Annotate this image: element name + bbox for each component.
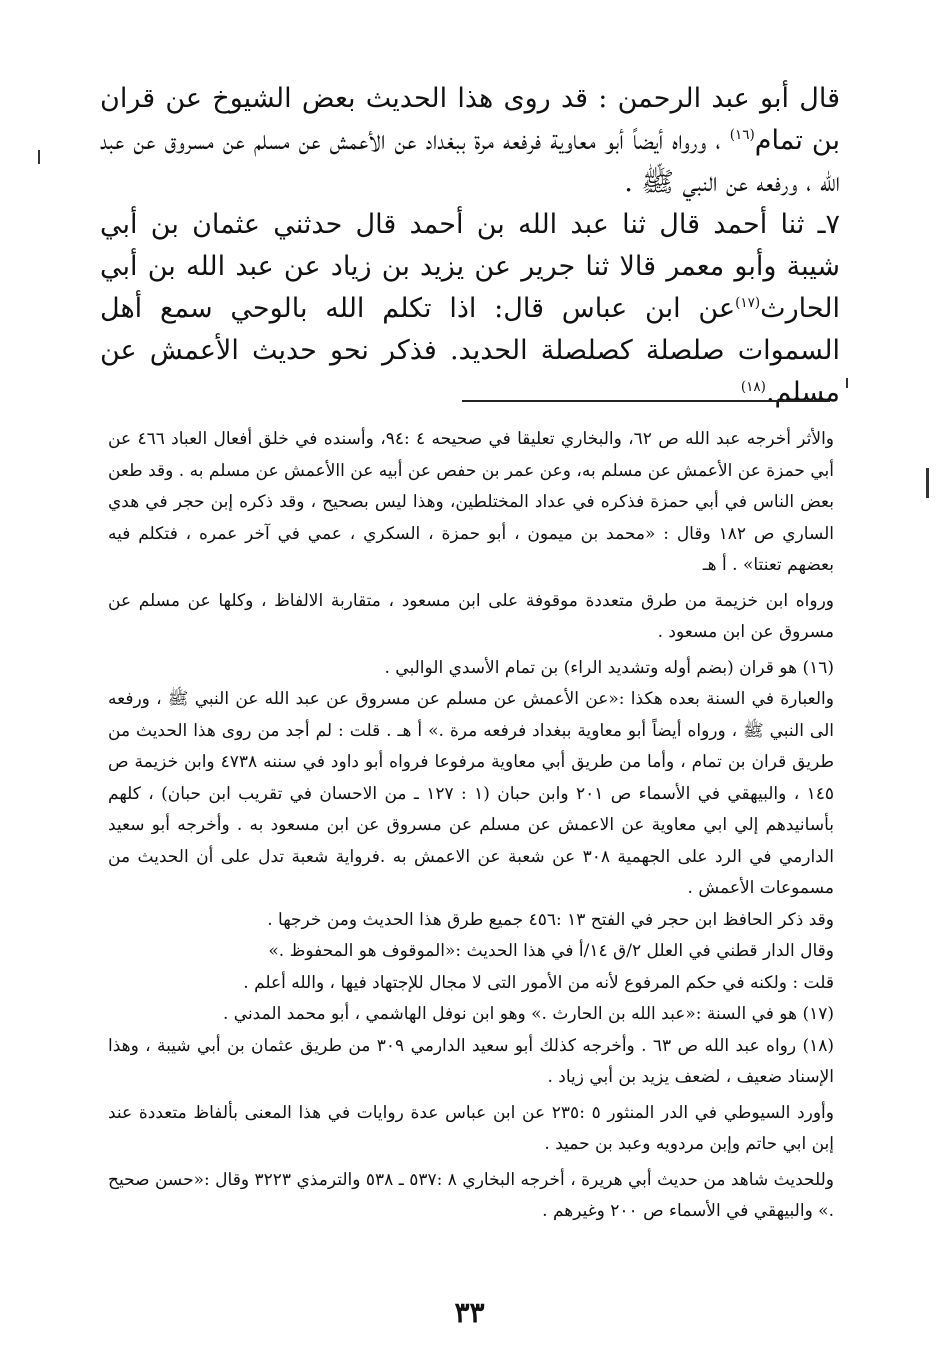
page-number: ٣٣ xyxy=(454,1296,485,1329)
footnote-17: (١٧) هو في السنة :«عبد الله بن الحارث .» وهو ابن نوفل الهاشمي ، أبو محمد المدني . xyxy=(222,1004,834,1024)
main-line-3: ٧ـ ثنا أحمد قال ثنا عبد الله بن أحمد قال حدثني عثمان بن أبي شيبة وأبو معمر قالا ثنا جرير عن يزيد بن زياد عن عبد الله بن أبي الحارث xyxy=(100,209,840,324)
footnote-paragraph: وقد ذكر الحافظ ابن حجر في الفتح ١٣ :٤٥٦ جميع طرق هذا الحديث ومن خرجها . xyxy=(267,909,834,930)
main-line-4: عن ابن عباس قال: اذا تكلم الله بالوحي سمع أهل السموات صلصلة كصلصلة الحديد. فذكر نحو حديث الأعمش عن مسلم. xyxy=(100,293,840,408)
main-line-2: ، ورواه أيضاً أبو معاوية فرفعه مرة ببغداد عن الأعمش عن مسلم عن مسروق عن عبد الله ، ورفعه عن النبي ﷺ . xyxy=(100,125,840,198)
scan-speck xyxy=(846,378,848,388)
paragraph-6-end xyxy=(100,78,840,204)
main-text-block xyxy=(100,78,840,414)
footnote-16: (١٦) هو قران (بضم أوله وتشديد الراء) بن تمام الأسدي الوالبي . xyxy=(384,657,834,678)
footnote-ref-18: (١٨) xyxy=(740,379,766,395)
footnote-18: (١٨) رواه عبد الله ص ٦٣ . وأخرجه كذلك أبو سعيد الدارمي ٣٠٩ من طريق عثمان بن أبي شيبة ، وهذا الإسناد ضعيف ، لضعف يزيد بن أبي زياد . xyxy=(108,1035,835,1087)
footnote-ref-17: (١٧) xyxy=(735,295,761,311)
footnote-paragraph: والأثر أخرجه عبد الله ص ٦٢، والبخاري تعليقا في صحيحه ٤ :٩٤، وأسنده في خلق أفعال العباد ٤٦٦ عن أبي حمزة عن الأعمش عن مسلم به، وعن عمر بن حفص عن أبيه عن االأعمش عن مسلم به . وقد طعن بعض الناس في أبي حمزة فذكره في عداد المختلطين، وهذا ليس بصحيح ، وقد ذكره إبن حجر في هدي الساري ص ١٨٢ وقال : «محمد بن ميمون ، أبو حمزة ، السكري ، عمي في آخر عمره ، فتكلم فيه بعضهم تعنتا» . أ هـ xyxy=(108,429,835,575)
main-line-1: قال أبو عبد الرحمن : قد روى هذا الحديث بعض الشيوخ عن قران بن تمام xyxy=(100,83,840,156)
footnote-ref-16: (١٦) xyxy=(729,127,755,143)
paragraph-7 xyxy=(100,204,840,414)
footnote-paragraph: قلت : ولكنه في حكم المرفوع لأنه من الأمور التى لا مجال للإجتهاد فيها ، والله أعلم . xyxy=(243,972,834,993)
scan-speck xyxy=(926,468,929,498)
footnote-paragraph: وقال الدار قطني في العلل ٢/ق ١٤/أ في هذا الحديث :«الموقوف هو المحفوظ .» xyxy=(268,941,834,961)
footnote-paragraph: والعبارة في السنة بعده هكذا :«عن الأعمش عن مسلم عن مسروق عن عبد الله عن النبي ﷺ ، ورفعه الى النبي ﷺ ، ورواه أيضاً أبو معاوية ببغداد فرفعه مرة .» أ هـ . قلت : لم أجد من روى هذا الحديث من طريق قران بن تمام ، وأما من طريق أبي معاوية مرفوعا فرواه أبو داود في سننه ٤٧٣٨ وابن خزيمة ص ١٤٥ ، والبيهقي في الأسماء ص ٢٠١ وابن حبان (١ : ١٢٧ ـ من الاحسان في تقريب ابن حبان) ، كلهم بأسانيدهم إلي ابي معاوية عن الاعمش عن مسلم عن مسروق عن ابن مسعود به . وأخرجه أبو سعيد الدارمي في الرد على الجهمية ٣٠٨ عن شعبة عن الاعمش به .فرواية شعبة تدل على أن الحديث من مسموعات الأعمش . xyxy=(108,689,834,898)
scan-speck xyxy=(38,150,40,164)
footnotes-block xyxy=(108,424,834,1228)
footnote-paragraph: ورواه ابن خزيمة من طرق متعددة موقوفة على ابن مسعود ، متقاربة الالفاظ ، وكلها عن مسلم عن مسروق عن ابن مسعود . xyxy=(108,590,834,642)
footnote-paragraph: وللحديث شاهد من حديث أبي هريرة ، أخرجه البخاري ٨ :٥٣٧ ـ ٥٣٨ والترمذي ٣٢٢٣ وقال :«حسن صحيح .» والبيهقي في الأسماء ص ٢٠٠ وغيرهم . xyxy=(108,1169,834,1221)
footnote-paragraph: وأورد السيوطي في الدر المنثور ٥ :٢٣٥ عن ابن عباس عدة روايات في هذا المعنى بألفاظ متعددة عند إبن ابي حاتم وإبن مردويه وعبد بن حميد . xyxy=(108,1102,834,1154)
footnote-divider xyxy=(462,400,830,402)
